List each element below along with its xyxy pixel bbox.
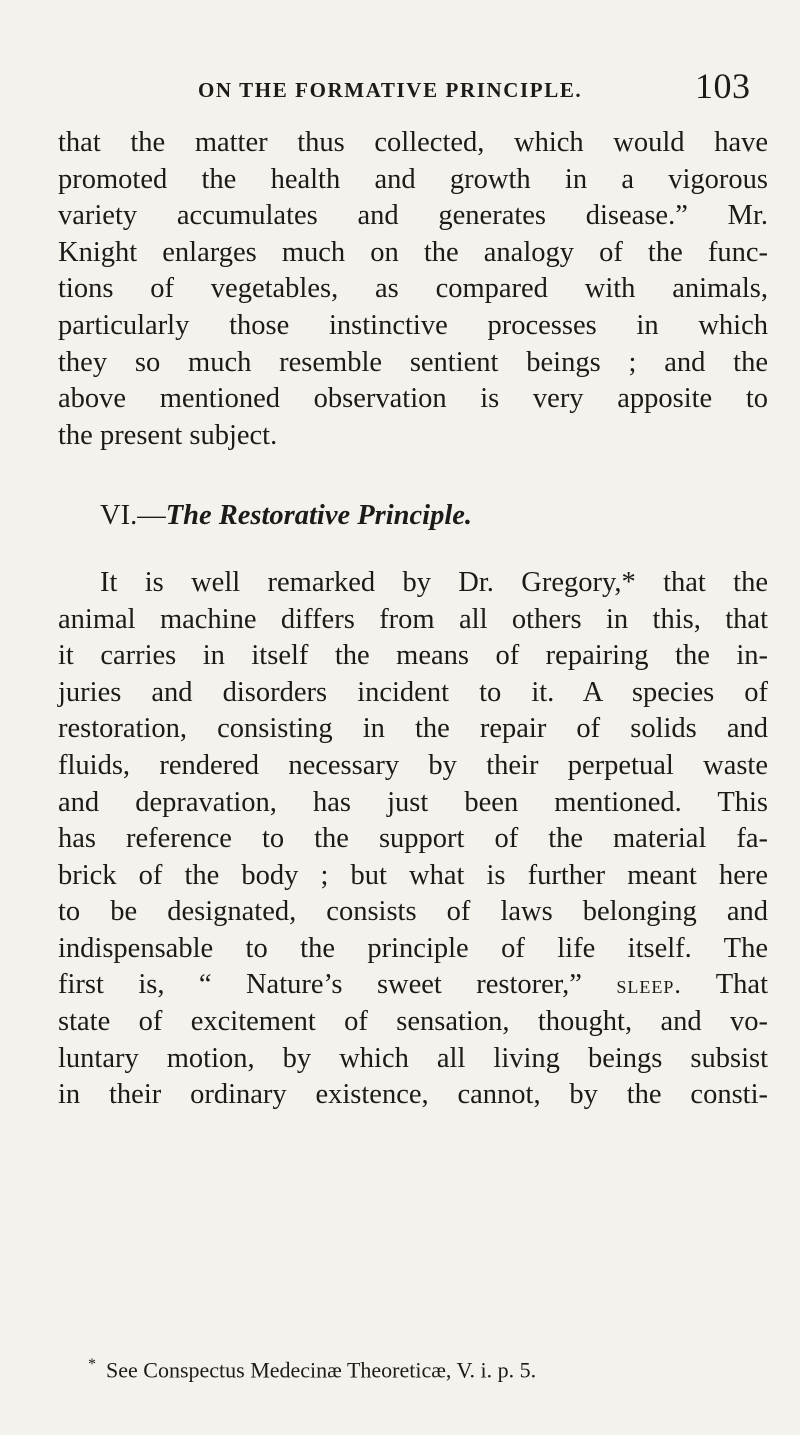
text-line: brick of the body ; but what is further meant here bbox=[58, 859, 768, 891]
paragraph-restorative bbox=[58, 565, 768, 1114]
text-line: has reference to the support of the material fa- bbox=[58, 823, 768, 855]
text-line: above mentioned observation is very apposite to bbox=[58, 383, 768, 415]
paragraph-continued bbox=[58, 125, 768, 454]
text-line: juries and disorders incident to it. A species of bbox=[58, 676, 768, 708]
running-head bbox=[0, 60, 800, 110]
body-text bbox=[58, 125, 768, 1114]
text-line: particularly those instinctive processes in which bbox=[58, 309, 768, 341]
footnote-mark: * bbox=[88, 1356, 96, 1373]
text-line: Knight enlarges much on the analogy of the func- bbox=[58, 236, 768, 268]
text-segment: That bbox=[681, 969, 768, 1001]
small-caps-word: sleep. bbox=[616, 970, 682, 1000]
text-line: It is well remarked by Dr. Gregory,* that the bbox=[100, 566, 768, 598]
text-line: state of excitement of sensation, thought, and vo- bbox=[58, 1006, 768, 1038]
running-title: ON THE FORMATIVE PRINCIPLE. bbox=[198, 78, 583, 102]
text-line bbox=[58, 967, 768, 1004]
text-line: tions of vegetables, as compared with animals, bbox=[58, 273, 768, 305]
footnote-text: See Conspectus Medecinæ Theoreticæ, V. i. p. 5. bbox=[106, 1357, 537, 1383]
text-line: variety accumulates and generates disease.” Mr. bbox=[58, 200, 768, 232]
text-line: the present subject. bbox=[58, 419, 278, 451]
section-number: VI.— bbox=[100, 500, 166, 532]
text-line: and depravation, has just been mentioned. This bbox=[58, 786, 768, 818]
text-line: it carries in itself the means of repairing the in- bbox=[58, 640, 768, 672]
footnote bbox=[88, 1356, 536, 1383]
section-title: The Restorative Principle. bbox=[165, 500, 473, 532]
text-line: in their ordinary existence, cannot, by the consti- bbox=[58, 1079, 768, 1111]
text-line: promoted the health and growth in a vigorous bbox=[58, 163, 768, 195]
text-line: luntary motion, by which all living beings subsist bbox=[58, 1042, 768, 1074]
text-line: to be designated, consists of laws belonging and bbox=[58, 896, 768, 928]
section-heading bbox=[58, 498, 768, 535]
page-number: 103 bbox=[695, 66, 751, 106]
text-segment: first is, “ Nature’s sweet restorer,” bbox=[58, 969, 617, 1001]
text-line: they so much resemble sentient beings ; and the bbox=[58, 346, 768, 378]
text-line: restoration, consisting in the repair of solids and bbox=[58, 713, 768, 745]
text-line: fluids, rendered necessary by their perpetual waste bbox=[58, 749, 768, 781]
text-line: animal machine differs from all others in this, that bbox=[58, 603, 768, 635]
text-line: that the matter thus collected, which would have bbox=[58, 127, 768, 158]
text-line: indispensable to the principle of life itself. The bbox=[58, 932, 768, 964]
